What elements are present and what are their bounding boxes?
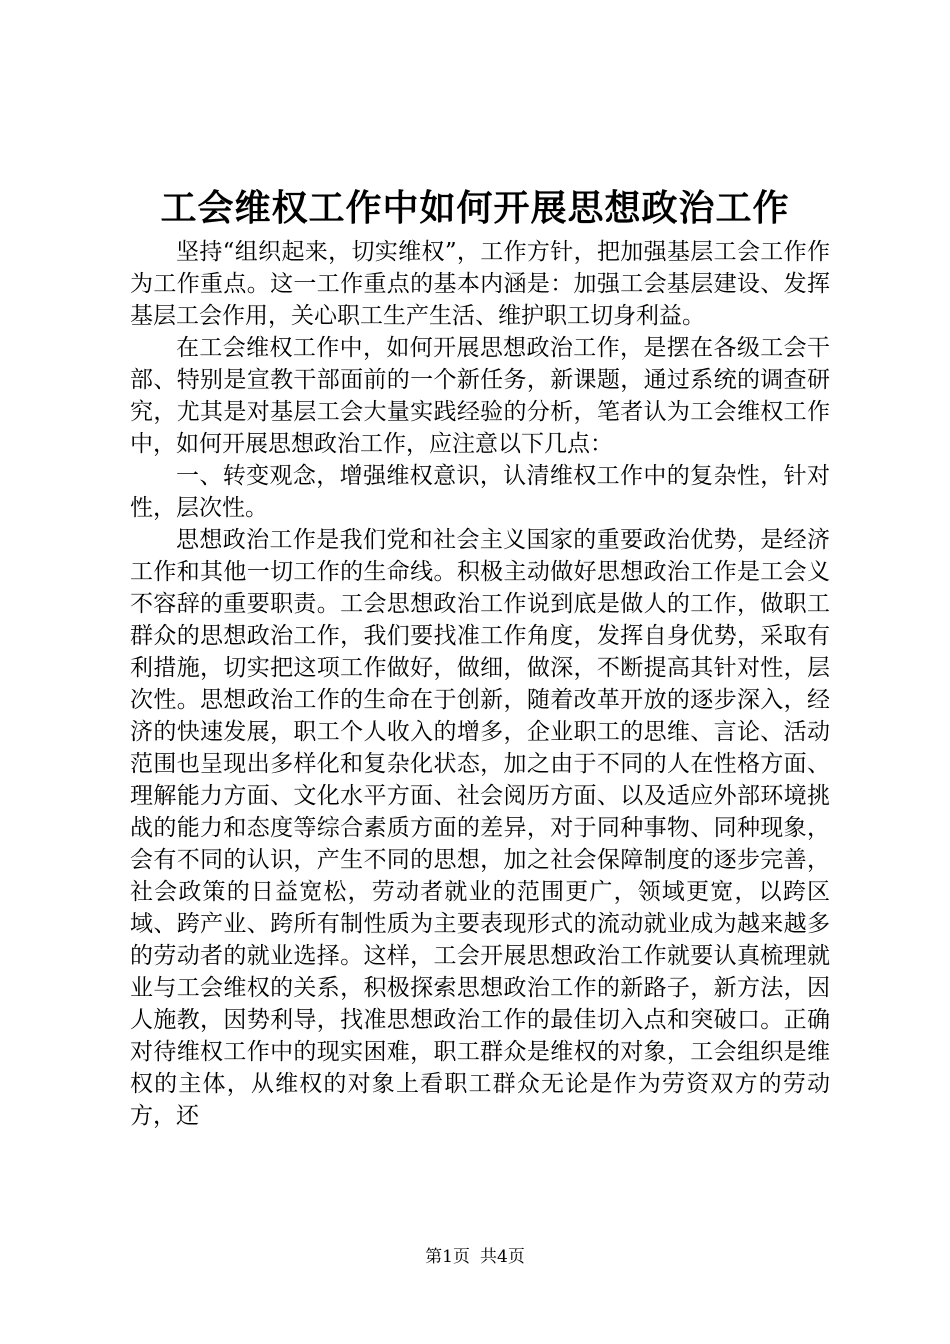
- paragraph: 在工会维权工作中，如何开展思想政治工作，是摆在各级工会干部、特别是宣教干部面前的一个新任务，新课题，通过系统的调查研究，尤其是对基层工会大量实践经验的分析，笔者认为工会维权工作中，如何开展思想政治工作，应注意以下几点：: [130, 335, 830, 457]
- document-body: [130, 236, 830, 1132]
- section-heading-paragraph: 一、转变观念，增强维权意识，认清维权工作中的复杂性，针对性，层次性。: [130, 463, 830, 521]
- page-total: 共4页: [480, 1247, 525, 1267]
- paragraph: 思想政治工作是我们党和社会主义国家的重要政治优势，是经济工作和其他一切工作的生命线。积极主动做好思想政治工作是工会义不容辞的重要职责。工会思想政治工作说到底是做人的工作，做职工群众的思想政治工作，我们要找准工作角度，发挥自身优势，采取有利措施，切实把这项工作做好，做细，做深，不断提高其针对性，层次性。思想政治工作的生命在于创新，随着改革开放的逐步深入，经济的快速发展，职工个人收入的增多，企业职工的思维、言论、活动范围也呈现出多样化和复杂化状态，加之由于不同的人在性格方面、理解能力方面、文化水平方面、社会阅历方面、以及适应外部环境挑战的能力和态度等综合素质方面的差异，对于同种事物、同种现象，会有不同的认识，产生不同的思想，加之社会保障制度的逐步完善，社会政策的日益宽松，劳动者就业的范围更广，领域更宽，以跨区域、跨产业、跨所有制性质为主要表现形式的流动就业成为越来越多的劳动者的就业选择。这样，工会开展思想政治工作就要认真梳理就业与工会维权的关系，积极探索思想政治工作的新路子，新方法，因人施教，因势利导，找准思想政治工作的最佳切入点和突破口。正确对待维权工作中的现实困难，职工群众是维权的对象，工会组织是维权的主体，从维权的对象上看职工群众无论是作为劳资双方的劳动方，还: [130, 527, 830, 1129]
- document-title: 工会维权工作中如何开展思想政治工作: [160, 187, 790, 229]
- page-number: 第1页: [425, 1247, 470, 1267]
- paragraph: 坚持“组织起来，切实维权”，工作方针，把加强基层工会工作作为工作重点。这一工作重点的基本内涵是：加强工会基层建设、发挥基层工会作用，关心职工生产生活、维护职工切身利益。: [130, 239, 830, 329]
- page-footer: [0, 1245, 950, 1269]
